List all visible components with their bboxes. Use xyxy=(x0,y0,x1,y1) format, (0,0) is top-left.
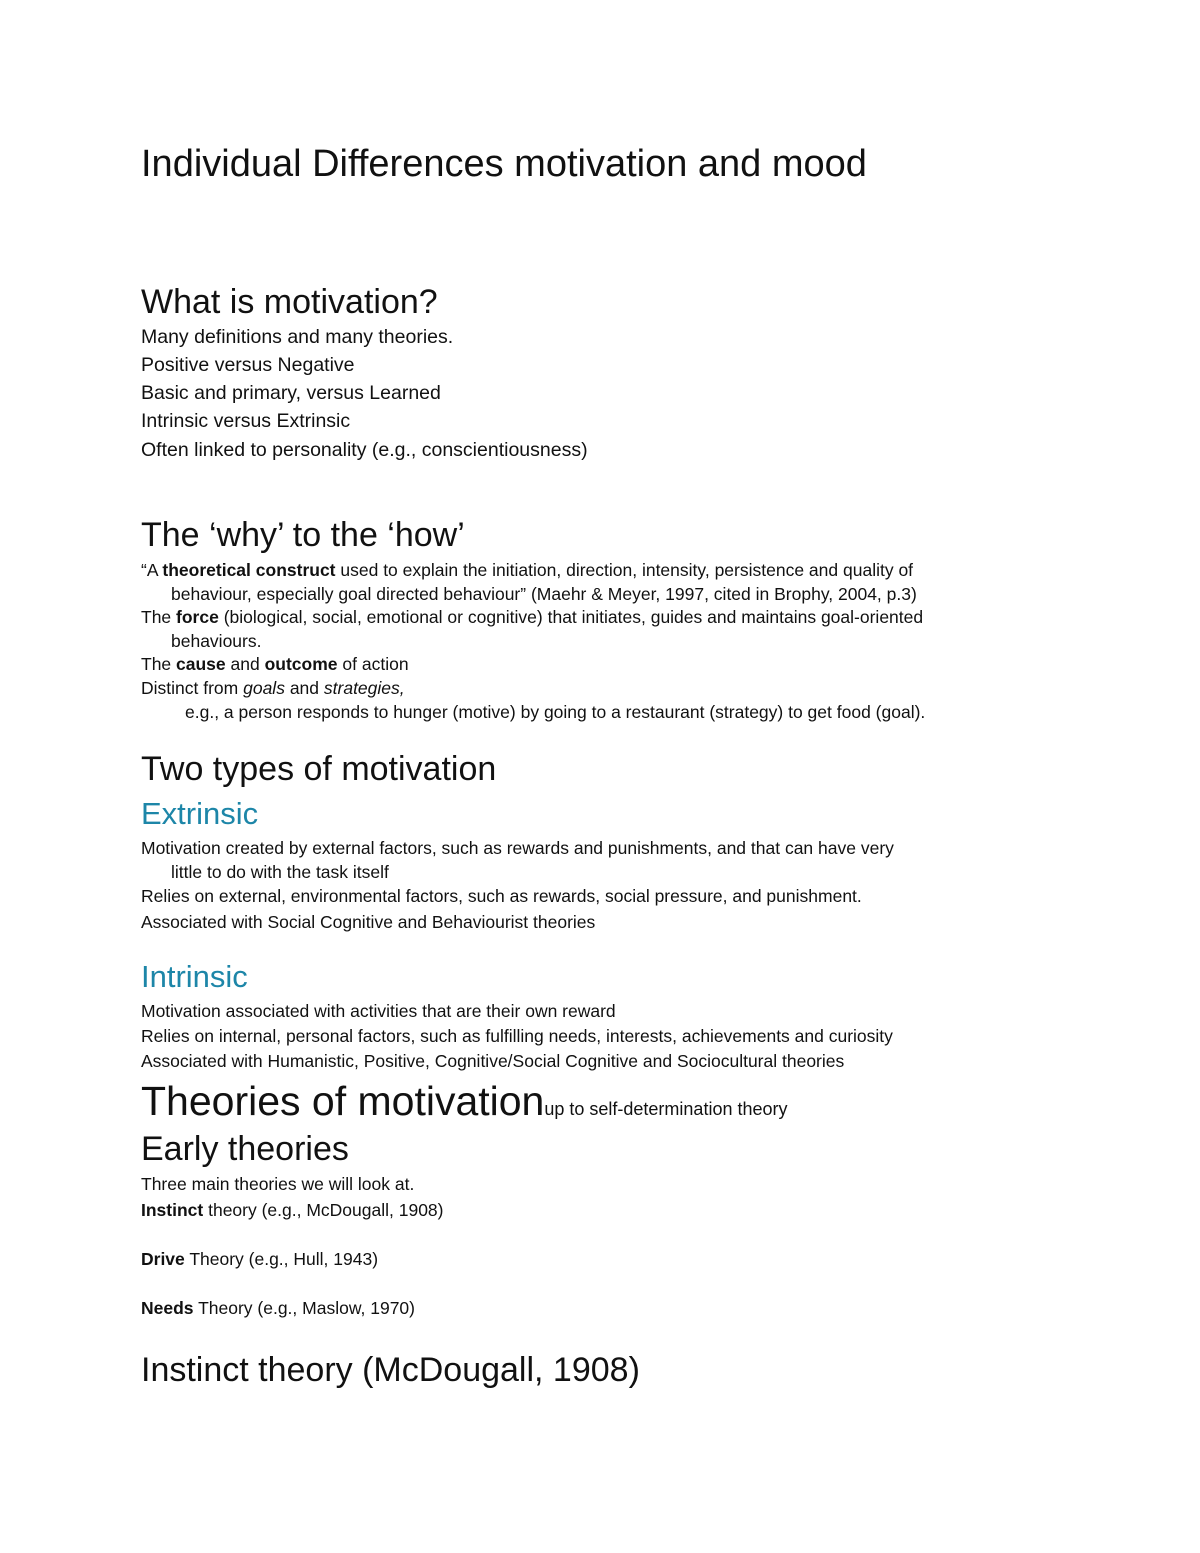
force-paragraph xyxy=(141,605,923,629)
body-line: Basic and primary, versus Learned xyxy=(141,382,441,404)
italic-term: goals xyxy=(243,678,285,698)
heading-text: Theories of motivation xyxy=(141,1078,545,1124)
theory-list-item xyxy=(141,1198,444,1222)
text-run: used to explain the initiation, direction, intensity, persistence and quality of xyxy=(335,560,914,580)
body-line: Three main theories we will look at. xyxy=(141,1174,415,1194)
body-line: Relies on internal, personal factors, such as fulfilling needs, interests, achievements and curiosity xyxy=(141,1026,893,1046)
bold-term: Instinct xyxy=(141,1200,204,1220)
body-line: Motivation associated with activities that are their own reward xyxy=(141,1001,616,1021)
text-run: Theory (e.g., Maslow, 1970) xyxy=(193,1298,415,1318)
force-paragraph-continued: behaviours. xyxy=(171,631,262,651)
theory-list-item xyxy=(141,1247,378,1271)
text-run: and xyxy=(225,654,265,674)
bold-term: theoretical construct xyxy=(162,560,336,580)
bold-term: force xyxy=(176,607,219,627)
text-run: The xyxy=(141,607,177,627)
definition-paragraph-continued: behaviour, especially goal directed behaviour” (Maehr & Meyer, 1997, cited in Brophy, 2004, p.3) xyxy=(171,584,917,604)
text-run: Distinct from xyxy=(141,678,244,698)
definition-paragraph xyxy=(141,558,913,582)
body-line: Positive versus Negative xyxy=(141,354,355,376)
bold-term: Drive xyxy=(141,1249,185,1269)
goals-strategies-line xyxy=(141,676,405,700)
example-line: e.g., a person responds to hunger (motive) by going to a restaurant (strategy) to get food (goal). xyxy=(185,702,926,722)
text-run: (biological, social, emotional or cognitive) that initiates, guides and maintains goal-oriented xyxy=(218,607,924,627)
section-heading-why-to-how: The ‘why’ to the ‘how’ xyxy=(141,516,465,554)
text-run: The xyxy=(141,654,177,674)
body-line: Many definitions and many theories. xyxy=(141,326,454,348)
text-run: “A xyxy=(141,560,163,580)
section-heading-two-types: Two types of motivation xyxy=(141,750,497,788)
section-heading-what-is-motivation: What is motivation? xyxy=(141,283,438,321)
cause-outcome-line xyxy=(141,652,409,676)
body-line: Intrinsic versus Extrinsic xyxy=(141,410,351,432)
text-run: Theory (e.g., Hull, 1943) xyxy=(184,1249,379,1269)
text-run: theory (e.g., McDougall, 1908) xyxy=(203,1200,444,1220)
heading-note: up to self-determination theory xyxy=(544,1099,788,1119)
body-line-continued: little to do with the task itself xyxy=(171,862,389,882)
text-run: and xyxy=(284,678,324,698)
body-line: Motivation created by external factors, such as rewards and punishments, and that can have very xyxy=(141,838,894,858)
text-run: of action xyxy=(337,654,409,674)
subheading-intrinsic: Intrinsic xyxy=(141,959,248,994)
body-line: Associated with Humanistic, Positive, Cognitive/Social Cognitive and Sociocultural theories xyxy=(141,1051,845,1071)
section-heading-theories xyxy=(141,1077,788,1133)
theory-list-item xyxy=(141,1296,415,1320)
document-title: Individual Differences motivation and mood xyxy=(141,143,867,185)
body-line: Relies on external, environmental factors, such as rewards, social pressure, and punishment. xyxy=(141,886,862,906)
body-line: Associated with Social Cognitive and Behaviourist theories xyxy=(141,912,596,932)
bold-term: cause xyxy=(176,654,226,674)
section-heading-instinct-theory: Instinct theory (McDougall, 1908) xyxy=(141,1351,640,1389)
italic-term: strategies, xyxy=(323,678,405,698)
subheading-extrinsic: Extrinsic xyxy=(141,796,259,831)
bold-term: Needs xyxy=(141,1298,194,1318)
subheading-early-theories: Early theories xyxy=(141,1130,349,1168)
bold-term: outcome xyxy=(264,654,338,674)
body-line: Often linked to personality (e.g., conscientiousness) xyxy=(141,439,588,461)
